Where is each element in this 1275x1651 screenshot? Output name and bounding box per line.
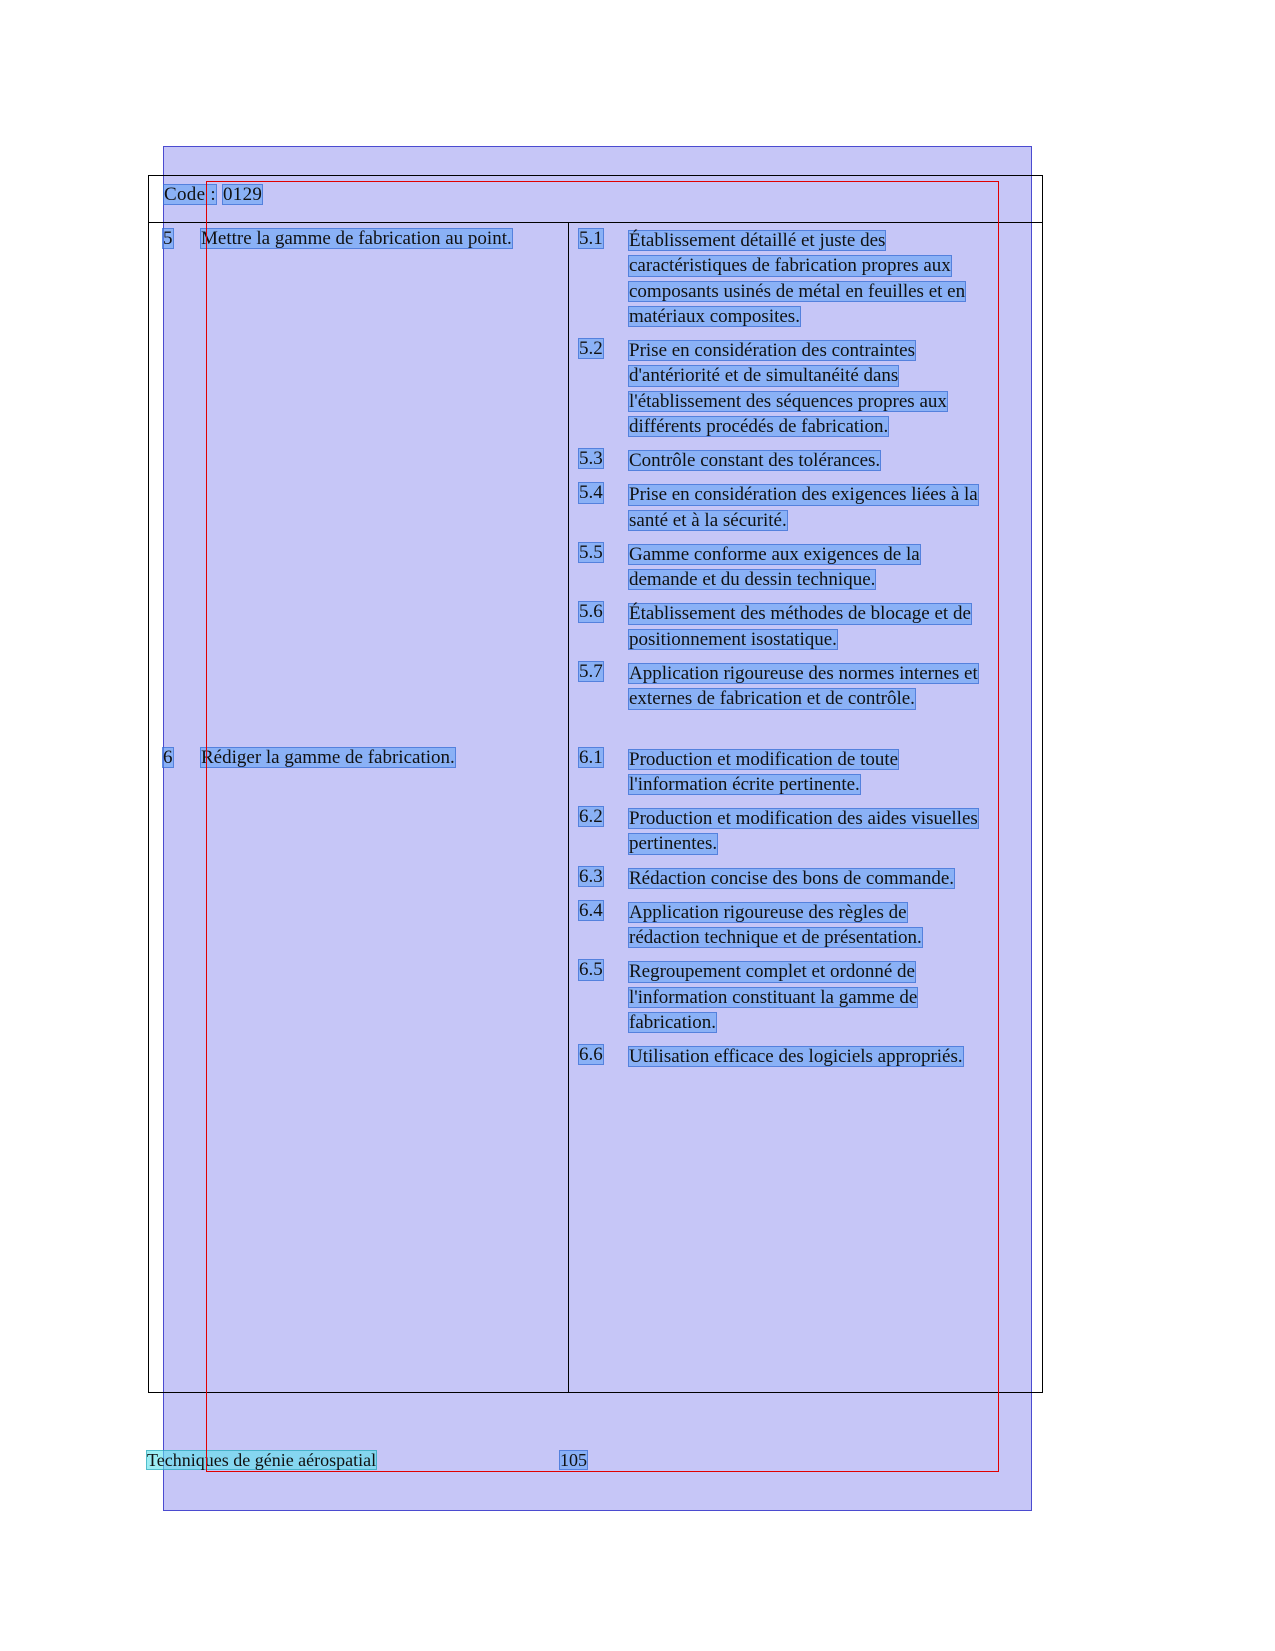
code-value: 0129 [223,184,263,205]
table-row [160,228,1040,721]
criterion-row [578,601,1040,652]
criterion-number: 5.6 [579,601,603,623]
criterion-number: 6.5 [579,959,603,981]
criterion-row [578,1044,1040,1069]
criterion-text: Rédaction concise des bons de commande. [629,867,955,889]
criteria-column [570,228,1040,721]
document-code [163,184,263,206]
criterion-number: 5.3 [579,448,603,470]
criterion-text: Utilisation efficace des logiciels appropriés. [629,1046,963,1068]
task-number: 6 [163,746,173,768]
criterion-text: Production et modification des aides visuelles pertinentes. [629,808,978,855]
task-title: Rédiger la gamme de fabrication. [201,746,455,768]
criterion-number: 6.4 [579,899,603,921]
criterion-number: 6.3 [579,865,603,887]
criterion-row [578,806,1040,857]
criterion-number: 6.2 [579,806,603,828]
code-label: Code : [164,184,216,205]
criterion-row [578,866,1040,891]
criterion-number: 6.1 [579,746,603,768]
criterion-row [578,482,1040,533]
criterion-row [578,448,1040,473]
row-spacer [160,721,1040,747]
criterion-number: 6.6 [579,1044,603,1066]
footer-title: Techniques de génie aérospatial [147,1450,377,1470]
header-divider [148,222,1043,223]
criterion-number: 5.5 [579,541,603,563]
criterion-text: Prise en considération des exigences liées à la santé et à la sécurité. [629,484,978,531]
criterion-row [578,747,1040,798]
criterion-text: Établissement détaillé et juste des caractéristiques de fabrication propres aux composants usinés de métal en feuilles et en matériaux composites. [629,230,966,327]
competency-table [160,228,1040,1078]
criterion-row [578,661,1040,712]
criterion-text: Production et modification de toute l'information écrite pertinente. [629,748,899,795]
table-row [160,747,1040,1079]
task-title: Mettre la gamme de fabrication au point. [201,228,512,249]
criterion-text: Gamme conforme aux exigences de la demande et du dessin technique. [629,543,920,591]
criteria-column [570,747,1040,1079]
criterion-text: Application rigoureuse des normes internes et externes de fabrication et de contrôle. [629,662,978,710]
criterion-row [578,338,1040,439]
criterion-text: Prise en considération des contraintes d'antériorité et de simultanéité dans l'établissement des séquences propres aux différents procédés de fabrication. [629,340,947,437]
footer-page-number: 105 [560,1450,587,1470]
task-number: 5 [163,228,173,249]
criterion-number: 5.4 [579,482,603,504]
criterion-row [578,900,1040,951]
criterion-text: Contrôle constant des tolérances. [629,450,881,472]
criterion-number: 5.7 [579,660,603,682]
criterion-row [578,959,1040,1035]
criterion-number: 5.1 [579,228,603,249]
criterion-row [578,542,1040,593]
criterion-number: 5.2 [579,338,603,360]
criterion-row [578,228,1040,329]
criterion-text: Établissement des méthodes de blocage et de positionnement isostatique. [629,603,971,650]
criterion-text: Regroupement complet et ordonné de l'information constituant la gamme de fabrication. [629,961,918,1033]
criterion-text: Application rigoureuse des règles de rédaction technique et de présentation. [629,901,922,949]
